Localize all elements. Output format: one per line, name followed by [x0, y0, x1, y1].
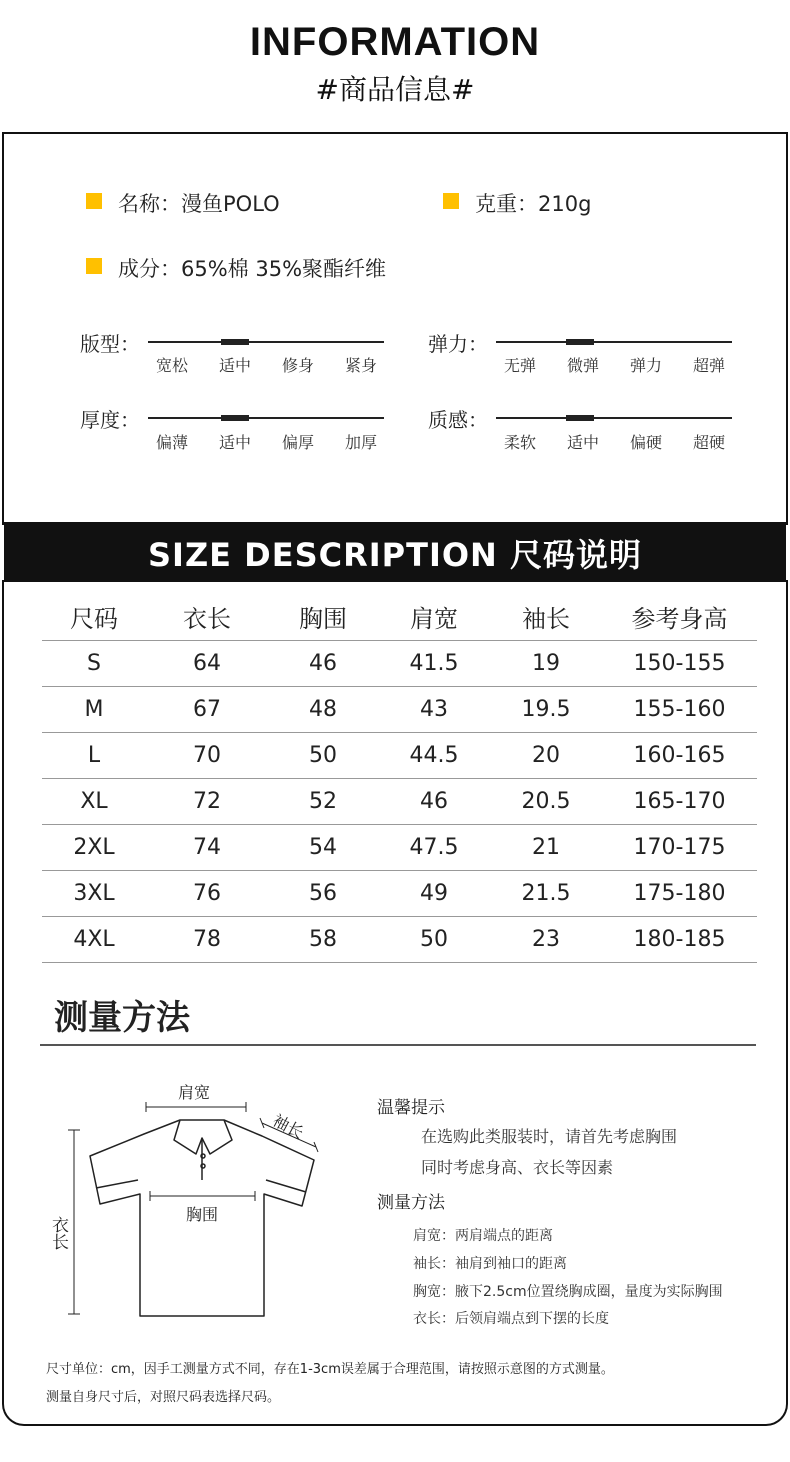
- scale-indicator: [566, 339, 594, 345]
- method-line: 衣长：后领肩端点到下摆的长度: [413, 1311, 609, 1327]
- table-row: [42, 641, 757, 687]
- table-cell: 70: [193, 743, 221, 768]
- footnote: 尺寸单位：cm，因手工测量方式不同，存在1-3cm误差属于合理范围，请按照示意图的方式测量。: [46, 1362, 614, 1377]
- table-cell: 58: [309, 927, 337, 952]
- table-cell: 41.5: [409, 651, 459, 676]
- scale-indicator: [221, 339, 249, 345]
- scale-option: 偏硬: [629, 433, 662, 452]
- table-cell: 160-165: [633, 743, 726, 768]
- table-cell: 49: [420, 881, 448, 906]
- tip-line: 在选购此类服装时，请首先考虑胸围: [421, 1127, 678, 1146]
- scale-track: [148, 341, 384, 343]
- scale-label-fit: 版型：: [80, 332, 140, 356]
- diagram-label-sleeve: 袖长: [269, 1110, 307, 1143]
- table-cell: 56: [309, 881, 337, 906]
- table-cell: L: [87, 743, 101, 768]
- scale-option: 适中: [218, 433, 251, 452]
- table-header-cell: 参考身高: [631, 605, 728, 633]
- size-description-title: SIZE DESCRIPTION 尺码说明: [148, 536, 642, 574]
- info-composition: 成分：65%棉 35%聚酯纤维: [118, 257, 387, 281]
- table-cell: 19.5: [521, 697, 571, 722]
- method-line: 袖长：袖肩到袖口的距离: [413, 1256, 567, 1272]
- table-cell: 44.5: [409, 743, 459, 768]
- table-header-cell: 尺码: [70, 605, 118, 633]
- table-cell: 4XL: [73, 927, 115, 952]
- scale-option: 宽松: [155, 356, 188, 375]
- table-header-cell: 袖长: [522, 605, 570, 633]
- table-cell: 20: [532, 743, 560, 768]
- diagram-label-chest: 胸围: [186, 1205, 219, 1224]
- method-line: 肩宽：两肩端点的距离: [413, 1228, 553, 1244]
- scale-option: 适中: [566, 433, 599, 452]
- table-cell: 21: [532, 835, 560, 860]
- scale-option: 偏薄: [155, 433, 188, 452]
- diagram-label-shoulder: 肩宽: [178, 1083, 211, 1102]
- table-cell: 67: [193, 697, 221, 722]
- bullet-square-icon: [86, 258, 102, 274]
- scale-option: 紧身: [344, 356, 377, 375]
- table-cell: 64: [193, 651, 221, 676]
- table-cell: 78: [193, 927, 221, 952]
- scale-option: 微弹: [566, 356, 599, 375]
- bullet-square-icon: [86, 193, 102, 209]
- table-cell: M: [84, 697, 104, 722]
- table-cell: 175-180: [633, 881, 726, 906]
- table-cell: 19: [532, 651, 560, 676]
- table-cell: 48: [309, 697, 337, 722]
- tip-line: 同时考虑身高、衣长等因素: [421, 1158, 614, 1177]
- table-row: [42, 687, 757, 733]
- scale-indicator: [221, 415, 249, 421]
- scale-option: 修身: [281, 356, 314, 375]
- table-cell: 50: [309, 743, 337, 768]
- scale-option: 适中: [218, 356, 251, 375]
- scale-track: [496, 341, 732, 343]
- section-subtitle: #商品信息#: [315, 73, 475, 106]
- table-row: [42, 917, 757, 963]
- bullet-square-icon: [443, 193, 459, 209]
- table-cell: 50: [420, 927, 448, 952]
- table-cell: 72: [193, 789, 221, 814]
- table-cell: S: [87, 651, 101, 676]
- table-row: [42, 825, 757, 871]
- scale-indicator: [566, 415, 594, 421]
- table-cell: 46: [309, 651, 337, 676]
- measure-title: 测量方法: [54, 998, 190, 1038]
- table-cell: 170-175: [633, 835, 726, 860]
- scale-option: 偏厚: [281, 433, 314, 452]
- scale-option: 超硬: [692, 433, 725, 452]
- table-cell: 3XL: [73, 881, 115, 906]
- method-title: 测量方法: [377, 1193, 445, 1213]
- footnote: 测量自身尺寸后，对照尺码表选择尺码。: [46, 1390, 281, 1405]
- scale-option: 加厚: [344, 433, 377, 452]
- scale-option: 柔软: [503, 433, 536, 452]
- table-cell: 46: [420, 789, 448, 814]
- size-table: [42, 598, 757, 963]
- scale-option: 无弹: [503, 356, 536, 375]
- table-cell: 165-170: [633, 789, 726, 814]
- table-row: [42, 779, 757, 825]
- tips-title: 温馨提示: [377, 1098, 445, 1118]
- diagram-label-length: 衣长: [48, 1216, 68, 1250]
- table-header-row: [42, 598, 757, 641]
- section-title-information: INFORMATION: [249, 20, 541, 64]
- table-header-cell: 肩宽: [410, 605, 458, 633]
- table-cell: 74: [193, 835, 221, 860]
- scale-option: 超弹: [692, 356, 725, 375]
- scale-option: 弹力: [629, 356, 662, 375]
- table-cell: 76: [193, 881, 221, 906]
- scale-track: [148, 417, 384, 419]
- table-row: [42, 871, 757, 917]
- table-cell: 2XL: [73, 835, 115, 860]
- table-header-cell: 胸围: [299, 605, 347, 633]
- scale-label-thickness: 厚度：: [80, 408, 140, 432]
- table-cell: 20.5: [521, 789, 571, 814]
- divider: [40, 1044, 756, 1046]
- table-cell: 150-155: [633, 651, 726, 676]
- info-name: 名称：漫鱼POLO: [118, 192, 280, 216]
- info-weight: 克重：210g: [475, 192, 592, 216]
- table-cell: 52: [309, 789, 337, 814]
- polo-shirt-diagram: [40, 1076, 340, 1326]
- scale-label-texture: 质感：: [428, 408, 488, 432]
- table-cell: 47.5: [409, 835, 459, 860]
- table-cell: XL: [80, 789, 108, 814]
- scale-label-elasticity: 弹力：: [428, 332, 488, 356]
- table-cell: 23: [532, 927, 560, 952]
- table-cell: 43: [420, 697, 448, 722]
- table-header-cell: 衣长: [183, 605, 231, 633]
- table-cell: 180-185: [633, 927, 726, 952]
- method-line: 胸宽：腋下2.5cm位置绕胸成圈，量度为实际胸围: [413, 1284, 723, 1300]
- scale-track: [496, 417, 732, 419]
- table-cell: 21.5: [521, 881, 571, 906]
- table-row: [42, 733, 757, 779]
- table-cell: 54: [309, 835, 337, 860]
- table-cell: 155-160: [633, 697, 726, 722]
